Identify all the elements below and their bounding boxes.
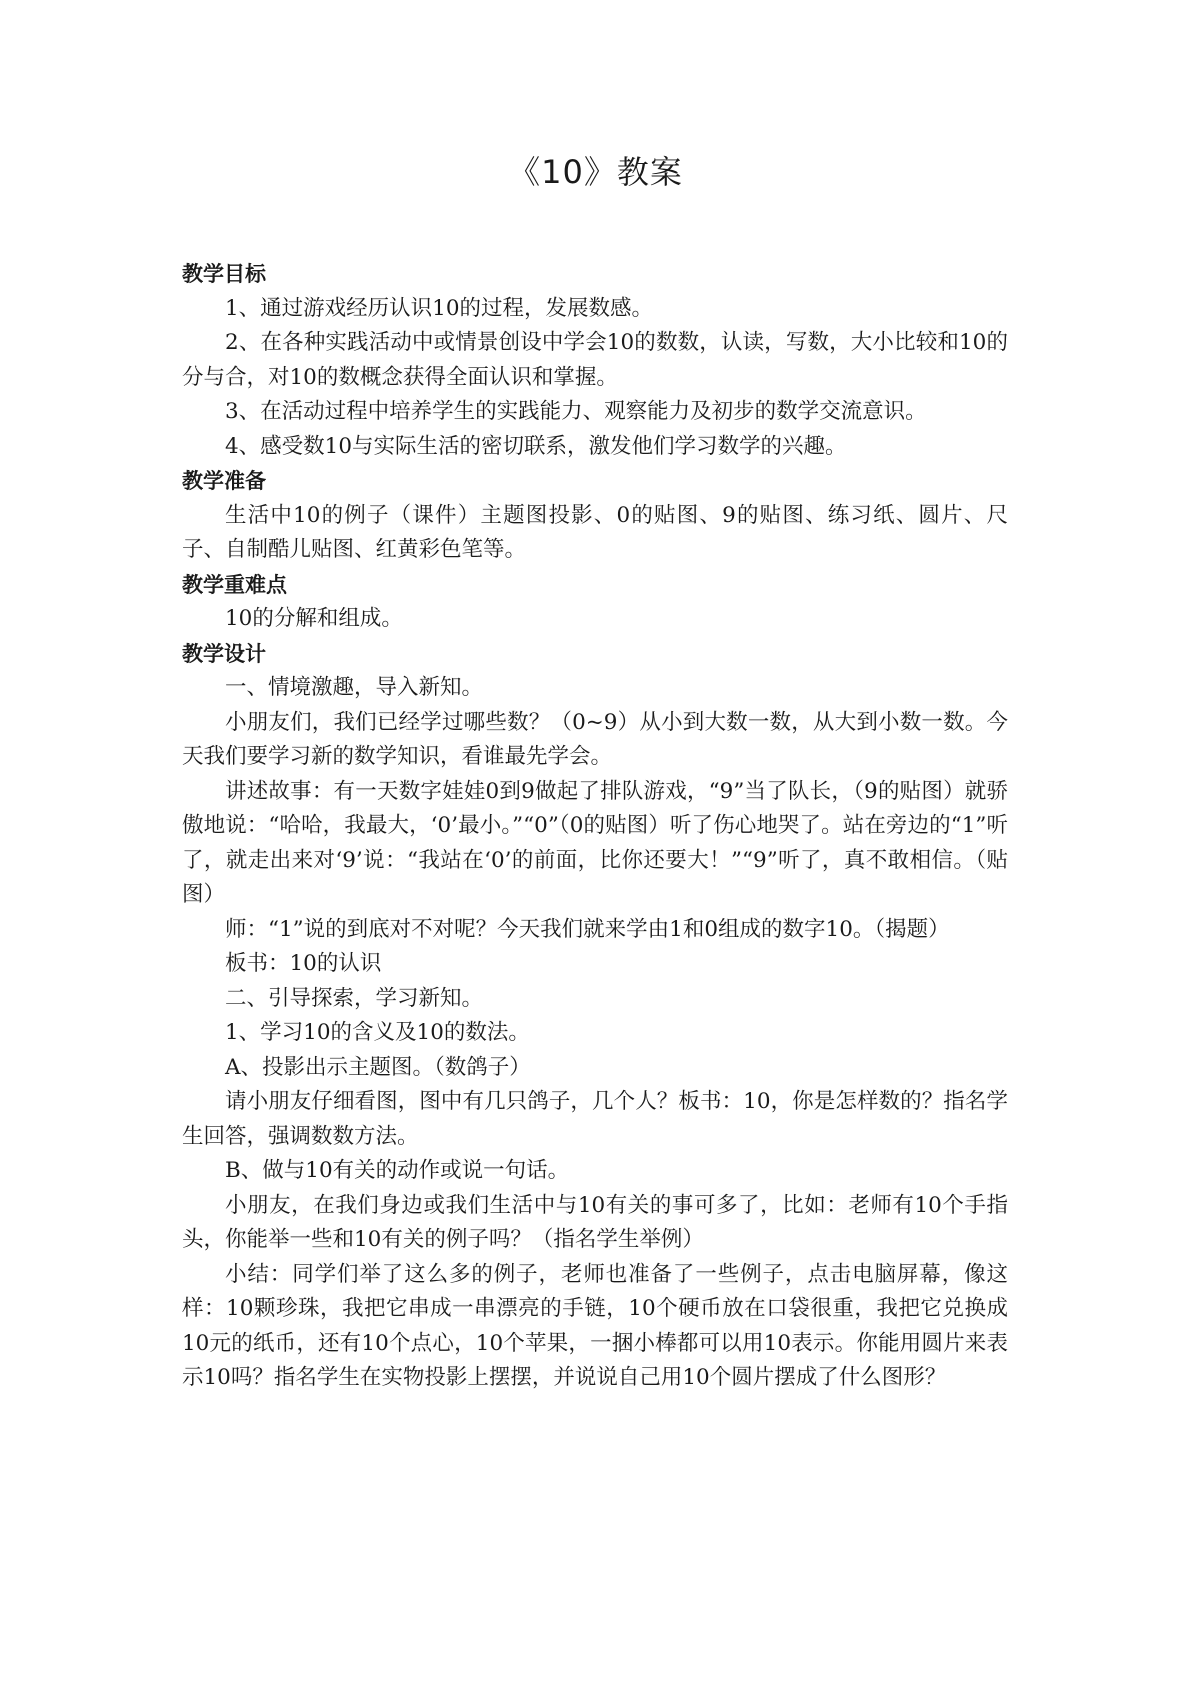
page-title: 《10》教案	[508, 153, 683, 191]
paragraph: 小朋友，在我们身边或我们生活中与10有关的事可多了，比如：老师有10个手指头，你能举一些和10有关的例子吗？（指名学生举例）	[182, 1192, 1008, 1252]
paragraph: 2、在各种实践活动中或情景创设中学会10的数数，认读，写数，大小比较和10的分与合，对10的数概念获得全面认识和掌握。	[182, 330, 1008, 390]
paragraph: 师：“1”说的到底对不对呢？今天我们就来学由1和0组成的数字10。（揭题）	[225, 916, 950, 942]
document-body	[182, 257, 1008, 1396]
section-heading-key-points: 教学重难点	[182, 572, 287, 597]
paragraph: 板书：10的认识	[225, 951, 382, 976]
paragraph: 4、感受数10与实际生活的密切联系，激发他们学习数学的兴趣。	[225, 433, 847, 459]
paragraph: 小朋友们，我们已经学过哪些数？（0~9）从小到大数一数，从大到小数一数。今天我们要学习新的数学知识，看谁最先学会。	[182, 709, 1008, 769]
paragraph: A、投影出示主题图。（数鸽子）	[225, 1054, 531, 1080]
section-heading-teaching-preparation: 教学准备	[182, 469, 266, 493]
paragraph: 生活中10的例子（课件）主题图投影、0的贴图、9的贴图、练习纸、圆片、尺子、自制酷儿贴图、红黄彩色笔等。	[182, 502, 1008, 562]
paragraph: 3、在活动过程中培养学生的实践能力、观察能力及初步的数学交流意识。	[225, 399, 927, 424]
paragraph: 1、学习10的含义及10的数法。	[225, 1020, 530, 1045]
paragraph: 1、通过游戏经历认识10的过程，发展数感。	[225, 295, 654, 321]
paragraph: 讲述故事：有一天数字娃娃0到9做起了排队游戏，“9”当了队长，（9的贴图）就骄傲地说：“哈哈，我最大，‘0’最小。”“0”（0的贴图）听了伤心地哭了。站在旁边的“1”听了，就走出来对‘9’说：“我站在‘0’的前面，比你还要大！”“9”听了，真不敢相信。（贴图）	[182, 778, 1008, 907]
section-heading-teaching-goals: 教学目标	[182, 262, 266, 286]
paragraph: B、做与10有关的动作或说一句话。	[225, 1158, 570, 1183]
paragraph: 请小朋友仔细看图，图中有几只鸽子，几个人？板书：10，你是怎样数的？指名学生回答，强调数数方法。	[182, 1089, 1008, 1149]
paragraph: 一、情境激趣，导入新知。	[225, 675, 484, 700]
paragraph: 二、引导探索，学习新知。	[225, 985, 484, 1011]
section-heading-teaching-design: 教学设计	[182, 641, 266, 666]
paragraph: 10的分解和组成。	[225, 606, 403, 631]
paragraph: 小结：同学们举了这么多的例子，老师也准备了一些例子，点击电脑屏幕，像这样：10颗珍珠，我把它串成一串漂亮的手链，10个硬币放在口袋很重，我把它兑换成10元的纸币，还有10个点心，10个苹果，一捆小棒都可以用10表示。你能用圆片来表示10吗？指名学生在实物投影上摆摆，并说说自己用10个圆片摆成了什么图形？	[182, 1261, 1008, 1390]
